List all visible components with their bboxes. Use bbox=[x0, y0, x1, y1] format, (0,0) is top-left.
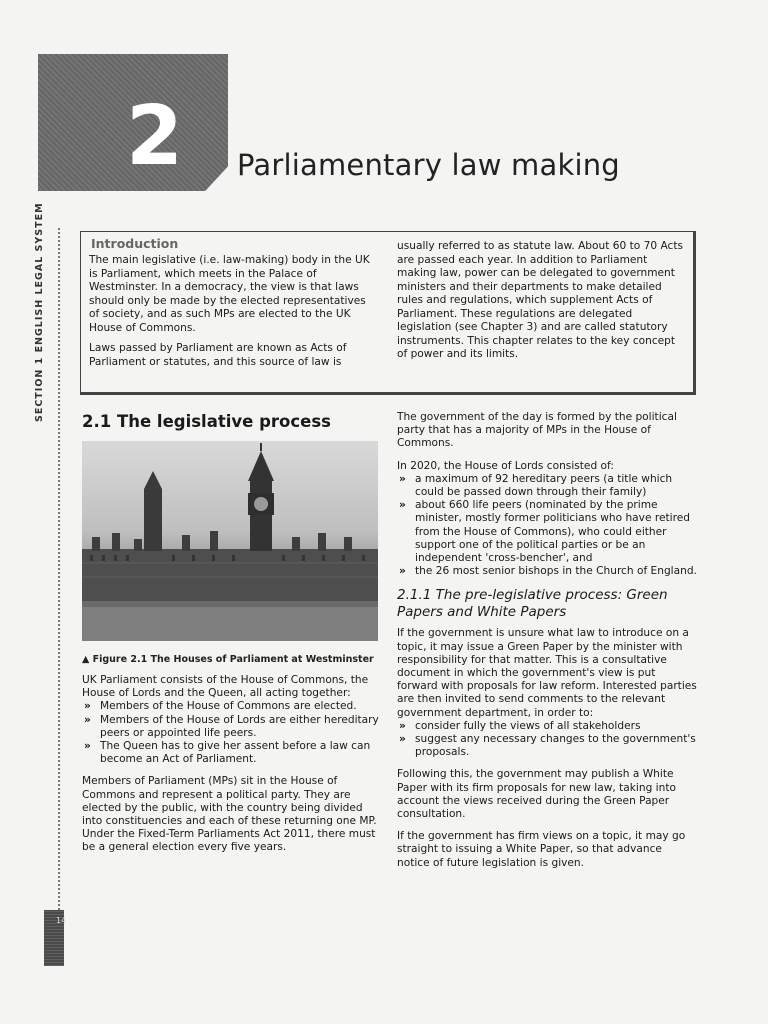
houses-of-parliament-photo bbox=[82, 441, 378, 641]
body-paragraph: If the government is unsure what law to introduce on a topic, it may issue a Green Paper by the minister with responsibility for that matter. This is a consultative document in which the government's view is put forward with proposals for law reform. Interested parties are then invited to send comments to the relevant government department, in order to: bbox=[397, 627, 697, 719]
list-item: » suggest any necessary changes to the government's proposals. bbox=[397, 733, 697, 759]
list-item: » a maximum of 92 hereditary peers (a title which could be passed down through their family) bbox=[397, 473, 697, 499]
list-item: » about 660 life peers (nominated by the prime minister, mostly former politicians who have retired from the House of Commons), who could either support one of the political parties or be an independent 'cross-bencher', and bbox=[397, 499, 697, 565]
body-paragraph: If the government has firm views on a topic, it may go straight to issuing a White Paper, so that advance notice of future legislation is given. bbox=[397, 830, 686, 869]
introduction-box bbox=[80, 231, 696, 395]
introduction-heading: Introduction bbox=[91, 236, 179, 251]
list-item: » Members of the House of Lords are either hereditary peers or appointed life peers. bbox=[82, 714, 382, 740]
margin-dotted-rule bbox=[58, 228, 60, 918]
intro-paragraph: usually referred to as statute law. About 60 to 70 Acts are passed each year. In addition to Parliament making law, power can be delegated to government ministers and their departments to make detailed rules and regulations, which supplement Acts of Parliament. These regulations are delegated legislation (see Chapter 3) and are called statutory instruments. This chapter relates to the key concept of power and its limits. bbox=[397, 240, 684, 360]
subsection-heading: 2.1.1 The pre-legislative process: Green Papers and White Papers bbox=[397, 587, 668, 621]
house-of-lords-list bbox=[397, 473, 697, 579]
introduction-left-column bbox=[89, 254, 377, 376]
page-number: 14 bbox=[56, 916, 67, 925]
body-paragraph: UK Parliament consists of the House of Commons, the House of Lords and the Queen, all acting together: bbox=[82, 674, 369, 700]
list-item: » consider fully the views of all stakeholders bbox=[397, 720, 697, 733]
parliament-members-list bbox=[82, 700, 382, 766]
list-item: » the 26 most senior bishops in the Church of England. bbox=[397, 565, 697, 578]
parliament-illustration bbox=[82, 441, 378, 641]
intro-paragraph: The main legislative (i.e. law-making) body in the UK is Parliament, which meets in the Palace of Westminster. In a democracy, the view is that laws should only be made by the elected representatives of society, and as such MPs are elected to the UK House of Commons. bbox=[89, 254, 370, 334]
right-column bbox=[397, 411, 697, 879]
section-side-label: SECTION 1 ENGLISH LEGAL SYSTEM bbox=[34, 202, 45, 422]
list-item: » The Queen has to give her assent before a law can become an Act of Parliament. bbox=[82, 740, 382, 766]
chapter-number: 2 bbox=[126, 89, 184, 184]
introduction-right-column bbox=[397, 240, 687, 369]
figure-caption: ▲ Figure 2.1 The Houses of Parliament at Westminster bbox=[82, 654, 374, 665]
section-heading: 2.1 The legislative process bbox=[82, 412, 331, 431]
body-paragraph: In 2020, the House of Lords consisted of: bbox=[397, 459, 614, 472]
list-item: » Members of the House of Commons are elected. bbox=[82, 700, 382, 713]
body-paragraph: Following this, the government may publish a White Paper with its firm proposals for new law, taking into account the views received during the Green Paper consultation. bbox=[397, 768, 676, 821]
consultation-purpose-list bbox=[397, 720, 697, 760]
intro-paragraph: Laws passed by Parliament are known as Acts of Parliament or statutes, and this source of law is bbox=[89, 342, 347, 368]
body-paragraph: The government of the day is formed by the political party that has a majority of MPs in the House of Commons. bbox=[397, 411, 677, 450]
body-paragraph: Members of Parliament (MPs) sit in the House of Commons and represent a political party. They are elected by the public, with the country being divided into constituencies and each of these returning one MP. Under the Fixed-Term Parliaments Act 2011, there must be a general election every five years. bbox=[82, 775, 377, 854]
left-column bbox=[82, 412, 382, 864]
left-body-text bbox=[82, 674, 382, 855]
chapter-title: Parliamentary law making bbox=[237, 148, 620, 182]
